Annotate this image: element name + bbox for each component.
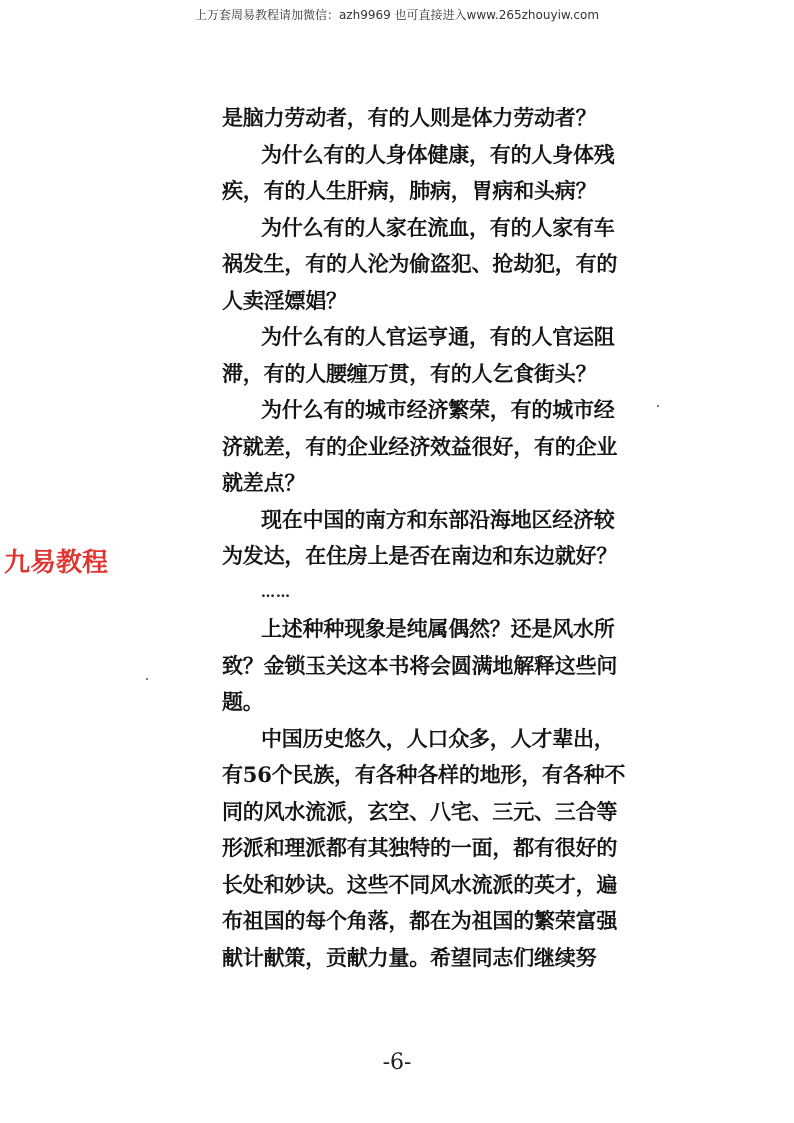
body-line: 有56个民族，有各种各样的地形，有各种不	[222, 762, 626, 787]
scan-speck	[146, 678, 148, 680]
body-line: 布祖国的每个角落，都在为祖国的繁荣富强	[222, 908, 618, 933]
body-line: 中国历史悠久，人口众多，人才辈出，	[261, 725, 615, 751]
page-number: -6-	[382, 1050, 412, 1075]
body-line: 就差点？	[222, 470, 306, 495]
body-line: 现在中国的南方和东部沿海地区经济较	[261, 506, 615, 532]
body-line: 为什么有的人身体健康，有的人身体残	[261, 141, 615, 167]
body-line: 献计献策，贡献力量。希望同志们继续努	[222, 944, 597, 970]
body-line: 同的风水流派，玄空、八宅、三元、三合等	[222, 798, 618, 824]
body-line: 济就差，有的企业经济效益很好，有的企业	[222, 433, 618, 459]
body-line: 形派和理派都有其独特的一面，都有很好的	[222, 835, 618, 860]
body-line: 祸发生，有的人沦为偷盗犯、抢劫犯，有的	[222, 251, 618, 276]
body-line: 人卖淫嫖娼？	[222, 287, 347, 313]
body-line: 是脑力劳动者，有的人则是体力劳动者？	[222, 105, 597, 130]
body-line: ……	[261, 584, 291, 601]
watermark-logo: 九易教程	[4, 548, 109, 578]
body-line: 疾，有的人生肝病，肺病，胃病和头病？	[222, 178, 597, 203]
header-note: 上万套周易教程请加微信：azh9969 也可直接进入www.265zhouyiw.com	[194, 8, 600, 22]
body-line: 滞，有的人腰缠万贯，有的人乞食街头？	[222, 360, 597, 386]
body-line: 为什么有的城市经济繁荣，有的城市经	[261, 397, 615, 422]
body-line: 为什么有的人官运亨通，有的人官运阻	[261, 324, 615, 349]
body-line: 致？金锁玉关这本书将会圆满地解释这些问	[222, 652, 618, 678]
body-line: 长处和妙诀。这些不同风水流派的英才，遍	[222, 871, 618, 897]
body-line: 题。	[222, 689, 264, 714]
body-line: 上述种种现象是纯属偶然？还是风水所	[261, 616, 615, 641]
body-text	[222, 100, 626, 976]
body-line: 为什么有的人家在流血，有的人家有车	[261, 214, 615, 240]
body-line: 为发达，在住房上是否在南边和东边就好？	[222, 543, 618, 568]
scan-speck	[657, 405, 659, 407]
